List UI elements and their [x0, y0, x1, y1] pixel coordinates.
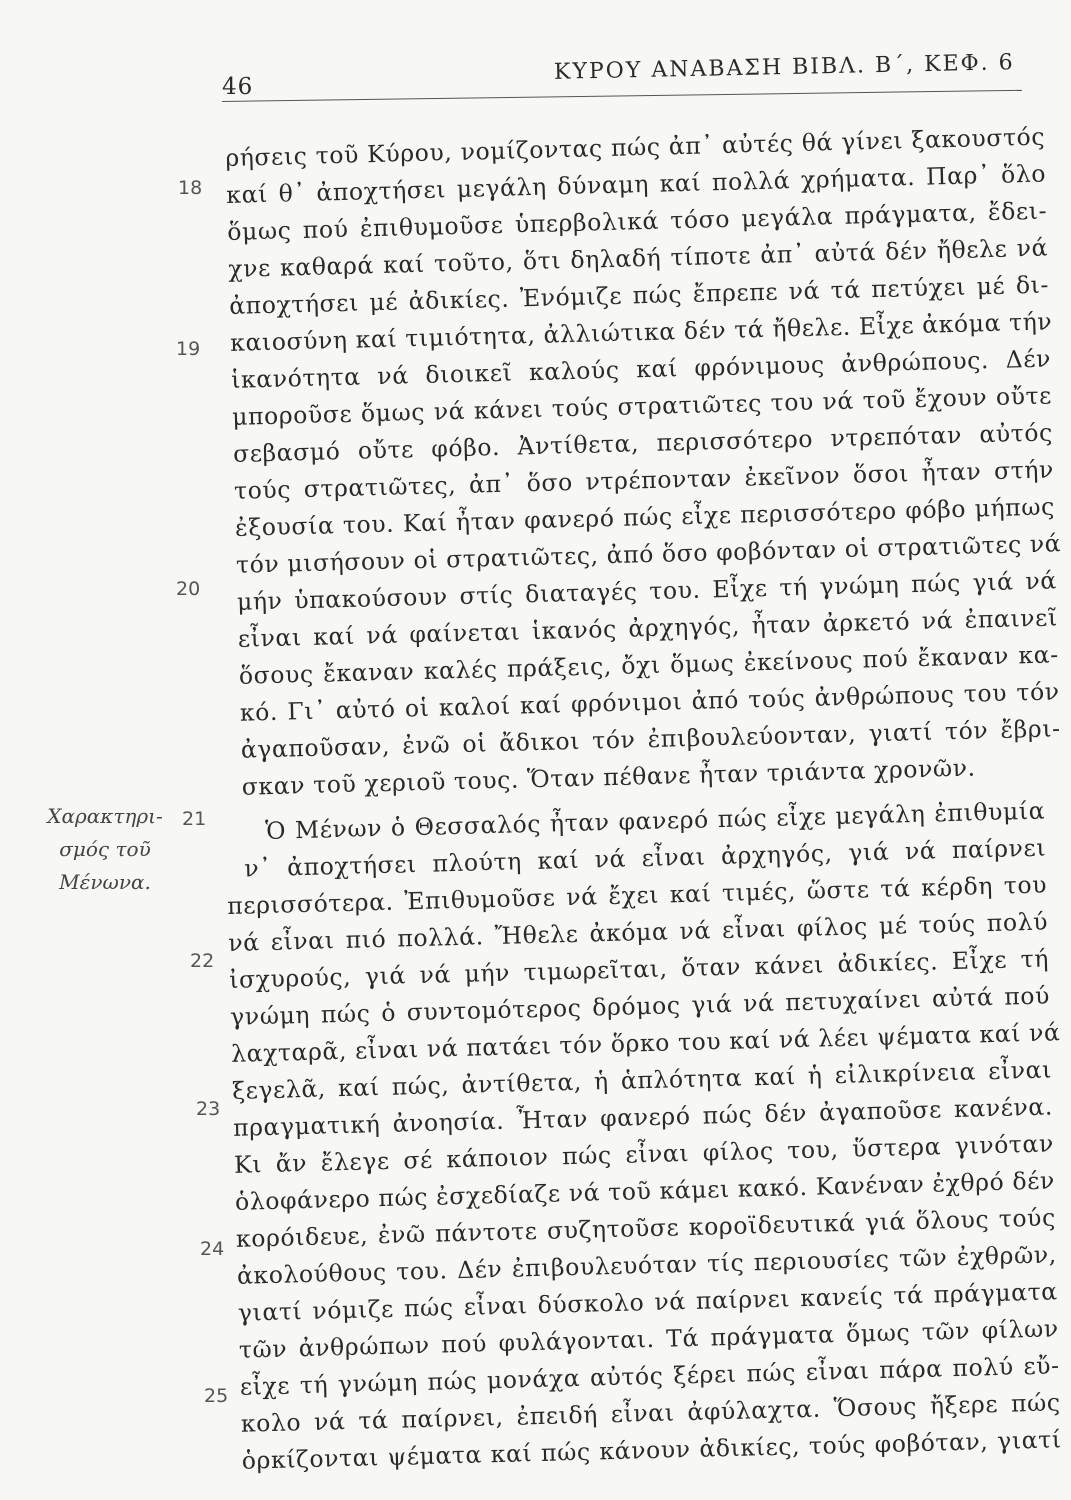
text-line: ἀποχτήσει μέ ἀδικίες. Ἐνόμιζε πώς ἔπρεπε νά τά πετύχει μέ δι-	[228, 270, 1050, 320]
margin-note-line: Μένωνα.	[59, 870, 151, 894]
text-line: τόν μισήσουν οἱ στρατιῶτες, ἀπό ὅσο φοβόνταν οἱ στρατιῶτες νά	[235, 529, 1062, 579]
header-rule	[222, 90, 1022, 102]
text-line: μήν ὑπακούσουν στίς διαταγές του. Εἶχε τή γνώμη πώς γιά νά	[236, 566, 1058, 616]
text-line: σεβασμό οὔτε φόβο. Ἀντίθετα, περισσότερο ντρεπόταν αὐτός	[232, 418, 1054, 468]
text-line: περισσότερα. Ἐπιθυμοῦσε νά ἔχει καί τιμές, ὥστε τά κέρδη του	[226, 870, 1048, 920]
text-line: τούς στρατιῶτες, ἀπ᾽ ὅσο ντρέπονταν ἐκεῖνον ὅσοι ἦταν στήν	[233, 455, 1055, 505]
text-line: ν᾽ ἀποχτήσει πλούτη καί νά εἶναι ἀρχηγός, γιά νά παίρνει	[243, 833, 1047, 883]
section-number: 23	[196, 1098, 221, 1120]
section-number: 18	[178, 177, 203, 199]
text-line: γνώμη πώς ὁ συντομότερος δρόμος γιά νά πετυχαίνει αὐτά πού	[229, 981, 1051, 1031]
text-line: ξεγελᾶ, καί πώς, ἀντίθετα, ἡ ἁπλότητα καί ἡ εἰλικρίνεια εἶναι	[231, 1055, 1053, 1105]
text-line: πραγματική ἀνοησία. Ἦταν φανερό πώς δέν ἀγαποῦσε κανένα.	[232, 1092, 1054, 1142]
text-line: κολο νά τά παίρνει, ἐπειδή εἶναι ἀφύλαχτα. Ὅσους ἤξερε πώς	[240, 1388, 1061, 1438]
text-line: εἶχε τή γνώμη πώς μονάχα αὐτός ξέρει πώς εἶναι πάρα πολύ εὔ-	[239, 1351, 1060, 1401]
text-line: ἰσχυρούς, γιά νά μήν τιμωρεῖται, ὅταν κάνει ἀδικίες. Εἶχε τή	[228, 944, 1050, 994]
section-number: 19	[176, 338, 201, 360]
section-number: 24	[200, 1238, 225, 1260]
text-line: ἀγαποῦσαν, ἐνῶ οἱ ἄδικοι τόν ἐπιβουλεύονταν, γιατί τόν ἔβρι-	[240, 714, 1061, 764]
text-line: λαχταρᾶ, εἶναι νά πατάει τόν ὅρκο του καί νά λέει ψέματα καί νά	[230, 1018, 1061, 1068]
running-head: ΚΥΡΟΥ ΑΝΑΒΑΣΗ ΒΙΒΛ. Β΄, ΚΕΦ. 6	[554, 50, 1016, 85]
margin-note-line: σμός τοῦ	[59, 837, 151, 861]
text-line: τῶν ἀνθρώπων πού φυλάγονται. Τά πράγματα ὅμως τῶν φίλων	[238, 1314, 1060, 1364]
text-line: νά εἶναι πιό πολλά. Ἤθελε ἀκόμα νά εἶναι φίλος μέ τούς πολύ	[227, 907, 1049, 957]
text-line: σκαν τοῦ χεριοῦ τους. Ὅταν πέθανε ἦταν τριάντα χρονῶν.	[241, 753, 976, 801]
section-number: 20	[176, 578, 201, 600]
text-line: εἶναι καί νά φαίνεται ἱκανός ἀρχηγός, ἦταν ἀρκετό νά ἐπαινεῖ	[237, 603, 1059, 653]
text-line: γιατί νόμιζε πώς εἶναι δύσκολο νά παίρνει κανείς τά πράγματα	[237, 1277, 1059, 1327]
text-block-sections-18-20	[225, 122, 1062, 801]
text-line: ὅσους ἔκαναν καλές πράξεις, ὄχι ὅμως ἐκείνους πού ἔκαναν κα-	[238, 640, 1060, 690]
page-number: 46	[222, 74, 254, 100]
section-number: 22	[190, 950, 215, 972]
text-line: μποροῦσε ὅμως νά κάνει τούς στρατιῶτες του νά τοῦ ἔχουν οὔτε	[231, 381, 1053, 431]
text-line: ρήσεις τοῦ Κύρου, νομίζοντας πώς ἀπ᾽ αὐτές θά γίνει ξακουστός	[225, 122, 1046, 172]
text-line: καί θ᾽ ἀποχτήσει μεγάλη δύναμη καί πολλά χρήματα. Παρ᾽ ὅλο	[225, 159, 1047, 209]
text-line: κό. Γι᾽ αὐτό οἱ καλοί καί φρόνιμοι ἀπό τούς ἀνθρώπους του τόν	[239, 677, 1060, 727]
text-line: Κι ἄν ἔλεγε σέ κάποιον πώς εἶναι φίλος του, ὕστερα γινόταν	[233, 1129, 1055, 1179]
text-line: κορόιδευε, ἐνῶ πάντοτε συζητοῦσε κοροϊδευτικά γιά ὅλους τούς	[235, 1203, 1057, 1253]
section-number: 21	[182, 808, 207, 830]
text-line: ὁρκίζονται ψέματα καί πώς κάνουν ἀδικίες, τούς φοβόταν, γιατί	[241, 1425, 1062, 1475]
section-number: 25	[204, 1385, 229, 1407]
text-line: ὁλοφάνερο πώς ἐσχεδίαζε νά τοῦ κάμει κακό. Κανέναν ἐχθρό δέν	[234, 1166, 1056, 1216]
text-line: καιοσύνη καί τιμιότητα, ἀλλιώτικα δέν τά ἤθελε. Εἶχε ἀκόμα τήν	[229, 307, 1053, 357]
margin-note	[30, 800, 180, 899]
text-line: ὅμως πού ἐπιθυμοῦσε ὑπερβολικά τόσο μεγάλα πράγματα, ἔδει-	[226, 196, 1048, 246]
text-line: ἀκολούθους του. Δέν ἐπιβουλευόταν τίς περιουσίες τῶν ἐχθρῶν,	[236, 1240, 1058, 1290]
text-block-sections-21-25	[225, 796, 1062, 1475]
text-line: Ὁ Μένων ὁ Θεσσαλός ἦταν φανερό πώς εἶχε μεγάλη ἐπιθυμία	[264, 796, 1046, 845]
text-line: χνε καθαρά καί τοῦτο, ὅτι δηλαδή τίποτε ἀπ᾽ αὐτά δέν ἤθελε νά	[227, 233, 1049, 283]
text-line: ἐξουσία του. Καί ἦταν φανερό πώς εἶχε περισσότερο φόβο μήπως	[234, 492, 1056, 542]
text-line: ἱκανότητα νά διοικεῖ καλούς καί φρόνιμους ἀνθρώπους. Δέν	[230, 344, 1052, 394]
margin-note-line: Χαρακτηρι-	[47, 804, 163, 828]
